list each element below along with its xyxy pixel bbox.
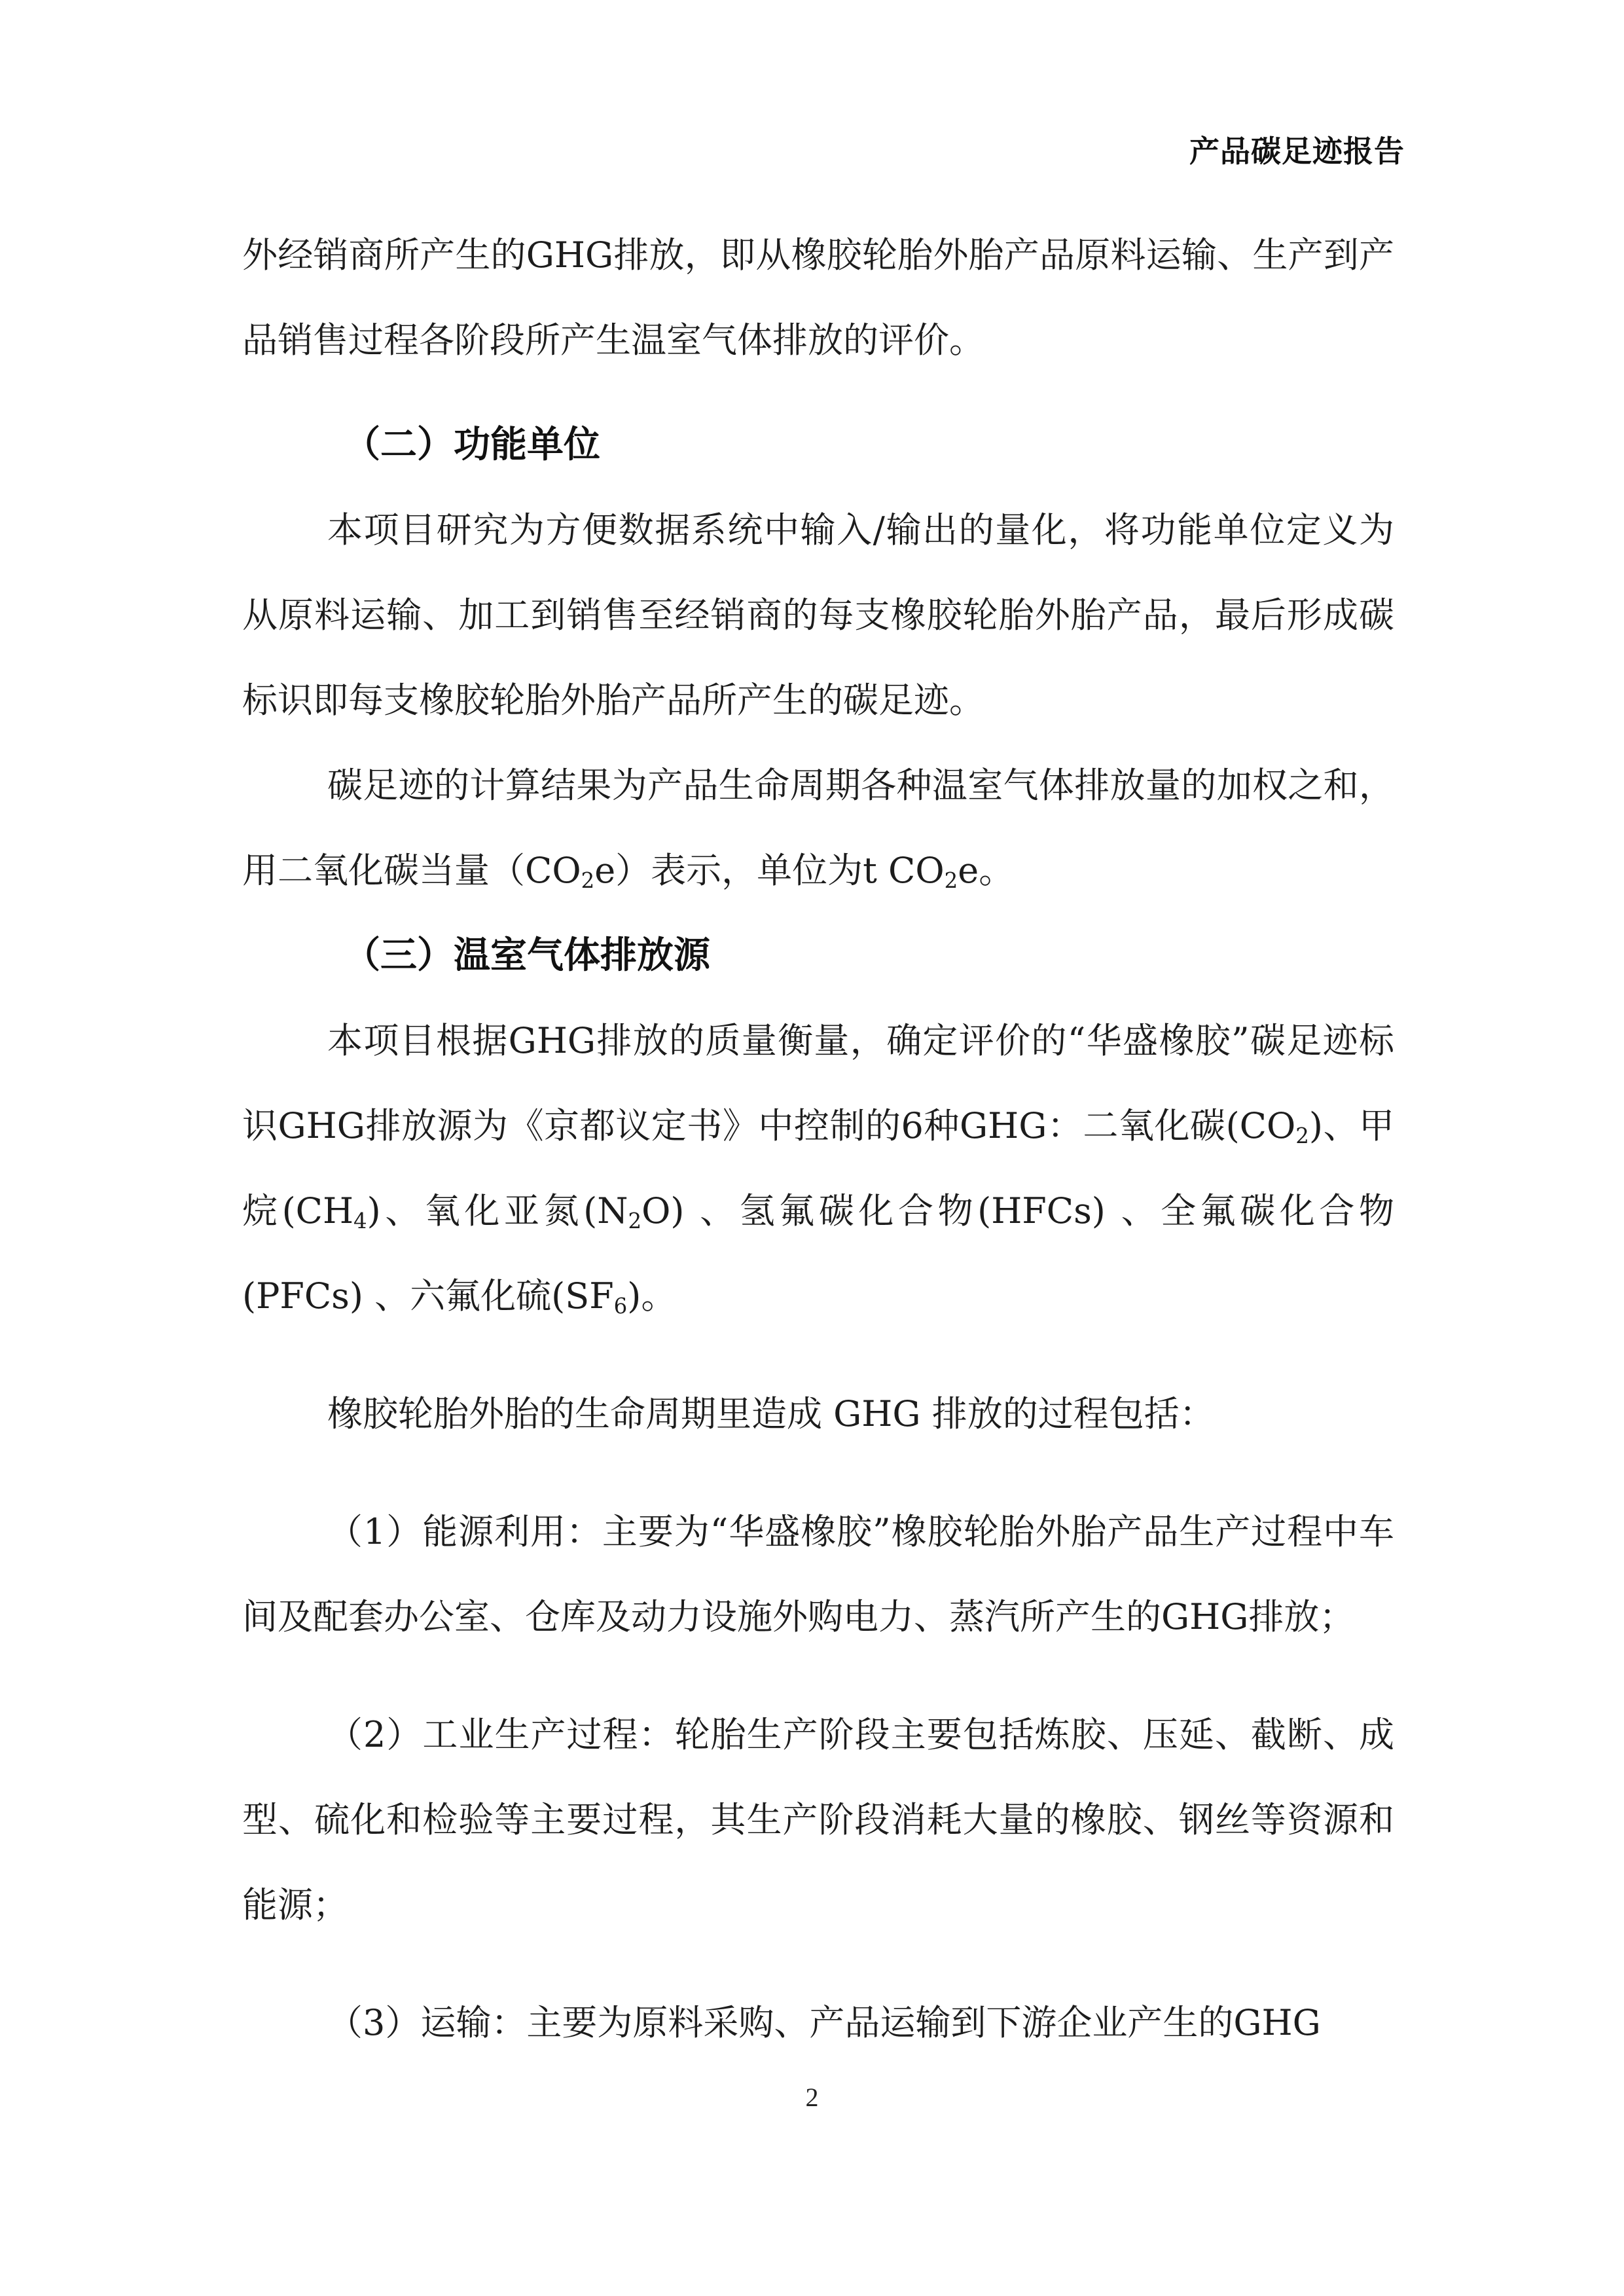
ghg-sources-paragraph: [242, 998, 1394, 1339]
running-header-title: 产品碳足迹报告: [1189, 134, 1405, 169]
text-segment: 本项目根据GHG排放的质量衡量，确定评价的“华盛橡胶”碳足迹标识GHG排放源为《京都议定书》中控制的6种GHG：二氧化碳(CO: [242, 1020, 1394, 1146]
subscript: 4: [353, 1209, 367, 1234]
text-segment: )。: [627, 1275, 677, 1317]
text-segment: e。: [958, 850, 1015, 891]
page-content: [242, 213, 1394, 2066]
text-segment: )、氧化亚氮(N: [367, 1190, 628, 1231]
text-segment: O) 、氢氟碳化合物(HFCs) 、全氟碳化合物(PFCs) 、六氟化硫(SF: [242, 1190, 1395, 1317]
subscript: 2: [944, 868, 958, 894]
continued-paragraph: 外经销商所产生的GHG排放，即从橡胶轮胎外胎产品原料运输、生产到产品销售过程各阶段所产生温室气体排放的评价。: [242, 234, 1394, 361]
subscript: 6: [613, 1294, 628, 1319]
process-item-industrial-production: （2）工业生产过程：轮胎生产阶段主要包括炼胶、压延、截断、成型、硫化和检验等主要过程，其生产阶段消耗大量的橡胶、钢丝等资源和能源；: [242, 1714, 1394, 1925]
ghg-processes-intro: 橡胶轮胎外胎的生命周期里造成 GHG 排放的过程包括：: [327, 1393, 1215, 1434]
section-heading-functional-unit: （二）功能单位: [344, 424, 600, 466]
subscript: 2: [1295, 1123, 1309, 1149]
text-segment: e）表示，单位为t CO: [594, 850, 945, 891]
carbon-footprint-calculation-paragraph: [242, 743, 1394, 913]
process-item-energy-use: （1）能源利用：主要为“华盛橡胶”橡胶轮胎外胎产品生产过程中车间及配套办公室、仓库及动力设施外购电力、蒸汽所产生的GHG排放；: [242, 1511, 1394, 1637]
section-heading-ghg-sources: （三）温室气体排放源: [344, 934, 710, 977]
functional-unit-paragraph: 本项目研究为方便数据系统中输入/输出的量化，将功能单位定义为从原料运输、加工到销售至经销商的每支橡胶轮胎外胎产品，最后形成碳标识即每支橡胶轮胎外胎产品所产生的碳足迹。: [242, 509, 1394, 721]
process-item-transport: （3）运输：主要为原料采购、产品运输到下游企业产生的GHG: [327, 2002, 1321, 2043]
subscript: 2: [581, 868, 595, 894]
page-number: 2: [805, 2083, 819, 2112]
text-segment: )、甲烷(CH: [242, 1105, 1394, 1231]
subscript: 2: [628, 1209, 642, 1234]
text-segment: 碳足迹的计算结果为产品生命周期各种温室气体排放量的加权之和，用二氧化碳当量（CO: [242, 765, 1394, 891]
